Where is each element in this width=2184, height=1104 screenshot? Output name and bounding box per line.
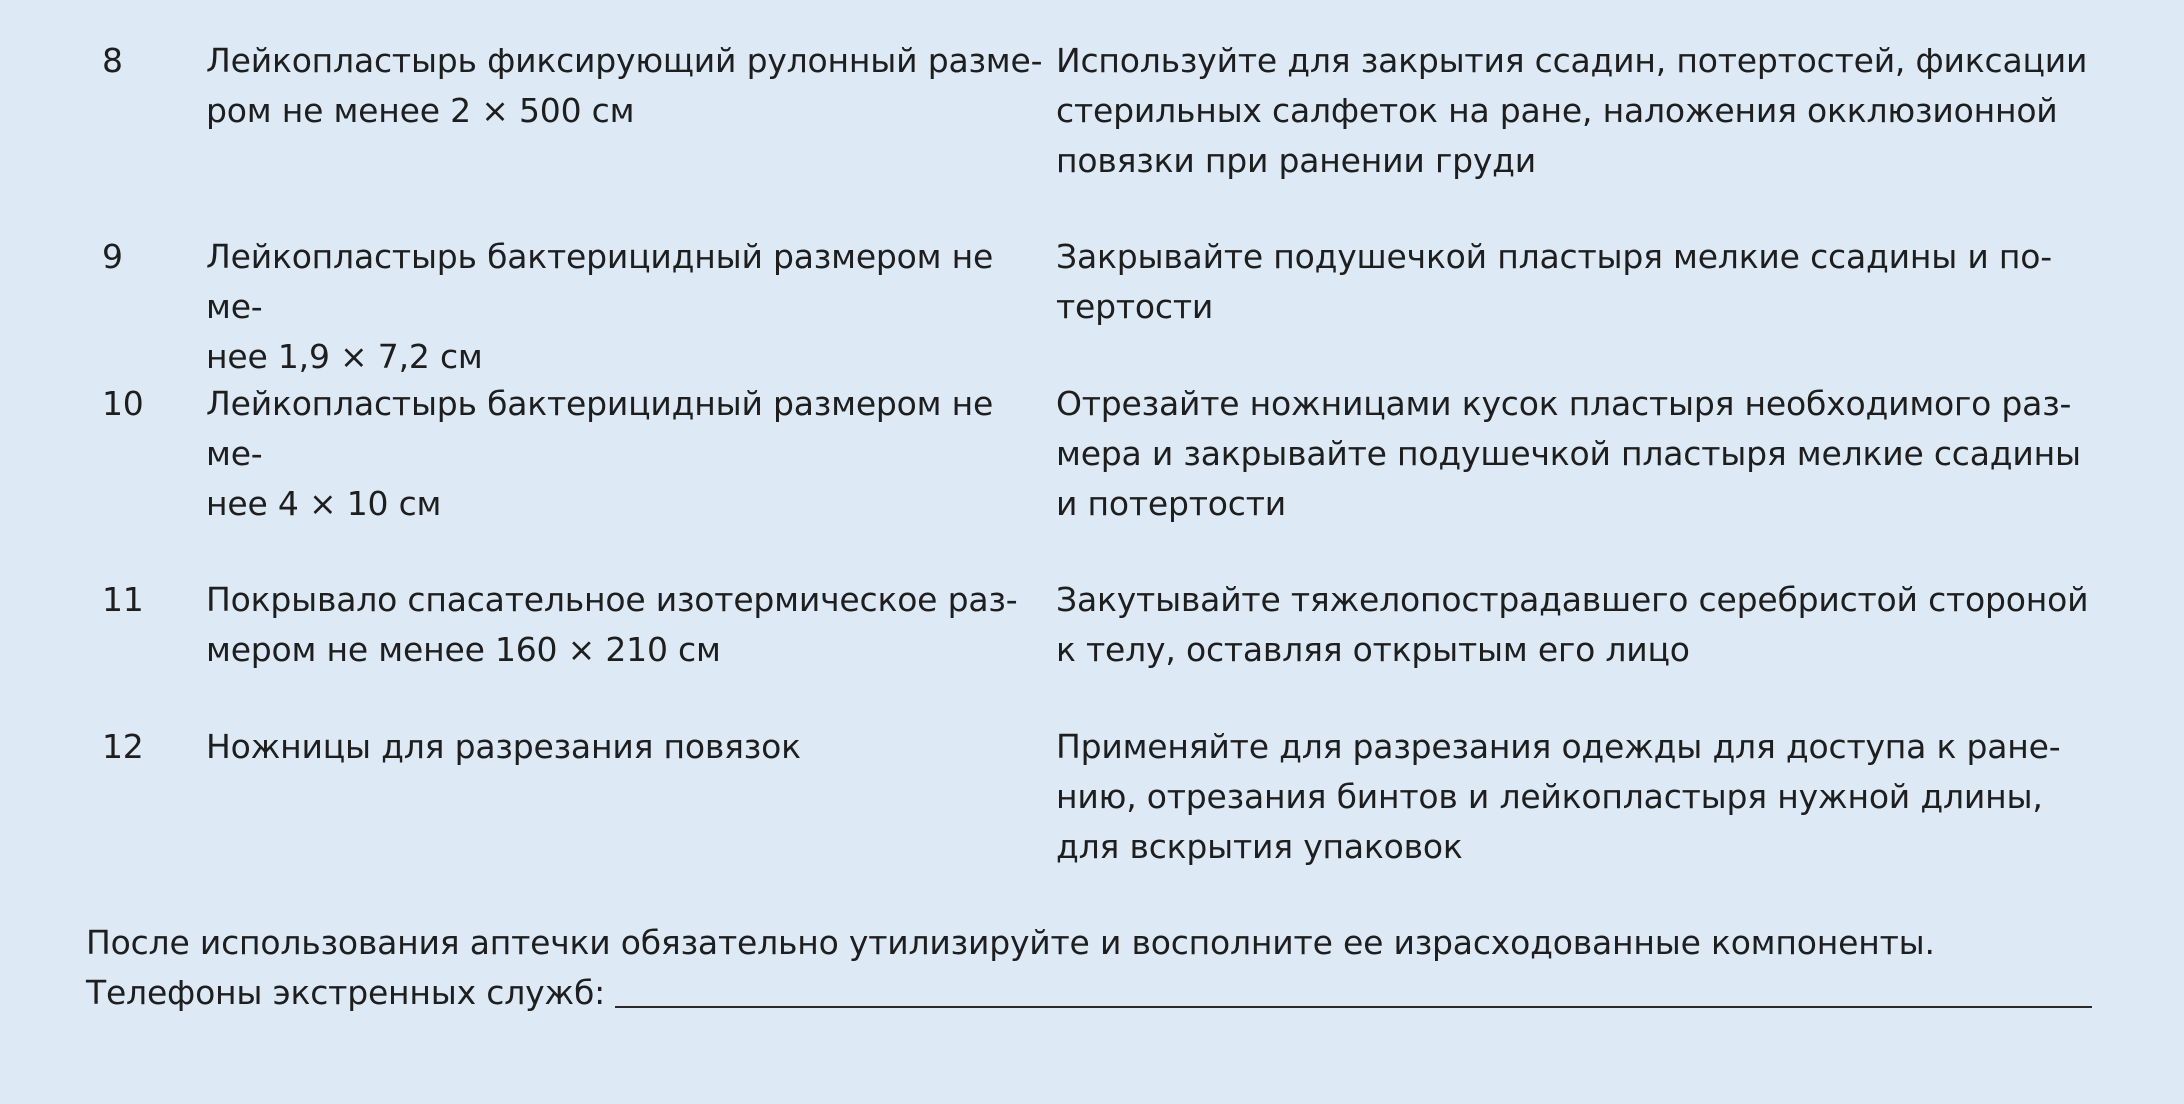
item-usage: Закутывайте тяжелопострадавшего серебристой стороной к телу, оставляя открытым его лицо bbox=[1056, 580, 2089, 669]
table-row bbox=[0, 379, 2184, 575]
item-usage: Закрывайте подушечкой пластыря мелкие ссадины и по- тертости bbox=[1056, 237, 2052, 326]
emergency-phones-label: Телефоны экстренных служб: bbox=[86, 973, 606, 1012]
item-name: Лейкопластырь бактерицидный размером не ме- нее 4 × 10 см bbox=[206, 384, 994, 523]
first-aid-kit-table bbox=[0, 36, 2184, 922]
table-row bbox=[0, 722, 2184, 922]
emergency-phones bbox=[86, 968, 2096, 1018]
row-number: 8 bbox=[102, 41, 123, 80]
row-number: 10 bbox=[102, 384, 144, 423]
table-row bbox=[0, 36, 2184, 232]
footer bbox=[86, 918, 2096, 1018]
item-name: Ножницы для разрезания повязок bbox=[206, 727, 801, 766]
emergency-phones-blank-line bbox=[615, 1006, 2092, 1008]
item-name: Покрывало спасательное изотермическое раз- мером не менее 160 × 210 см bbox=[206, 580, 1018, 669]
item-usage: Отрезайте ножницами кусок пластыря необходимого раз- мера и закрывайте подушечкой пластыря мелкие ссадины и потертости bbox=[1056, 384, 2081, 523]
row-number: 12 bbox=[102, 727, 144, 766]
item-name: Лейкопластырь бактерицидный размером не ме- нее 1,9 × 7,2 см bbox=[206, 237, 994, 376]
item-name: Лейкопластырь фиксирующий рулонный разме- ром не менее 2 × 500 см bbox=[206, 41, 1043, 130]
item-usage: Используйте для закрытия ссадин, потертостей, фиксации стерильных салфеток на ране, наложения окклюзионной повязки при ранении груди bbox=[1056, 41, 2088, 180]
table-row bbox=[0, 575, 2184, 722]
table-row bbox=[0, 232, 2184, 379]
disposal-note: После использования аптечки обязательно утилизируйте и восполните ее израсходованные компоненты. bbox=[86, 923, 1935, 962]
row-number: 9 bbox=[102, 237, 123, 276]
row-number: 11 bbox=[102, 580, 144, 619]
item-usage: Применяйте для разрезания одежды для доступа к ране- нию, отрезания бинтов и лейкопластыря нужной длины, для вскрытия упаковок bbox=[1056, 727, 2061, 866]
